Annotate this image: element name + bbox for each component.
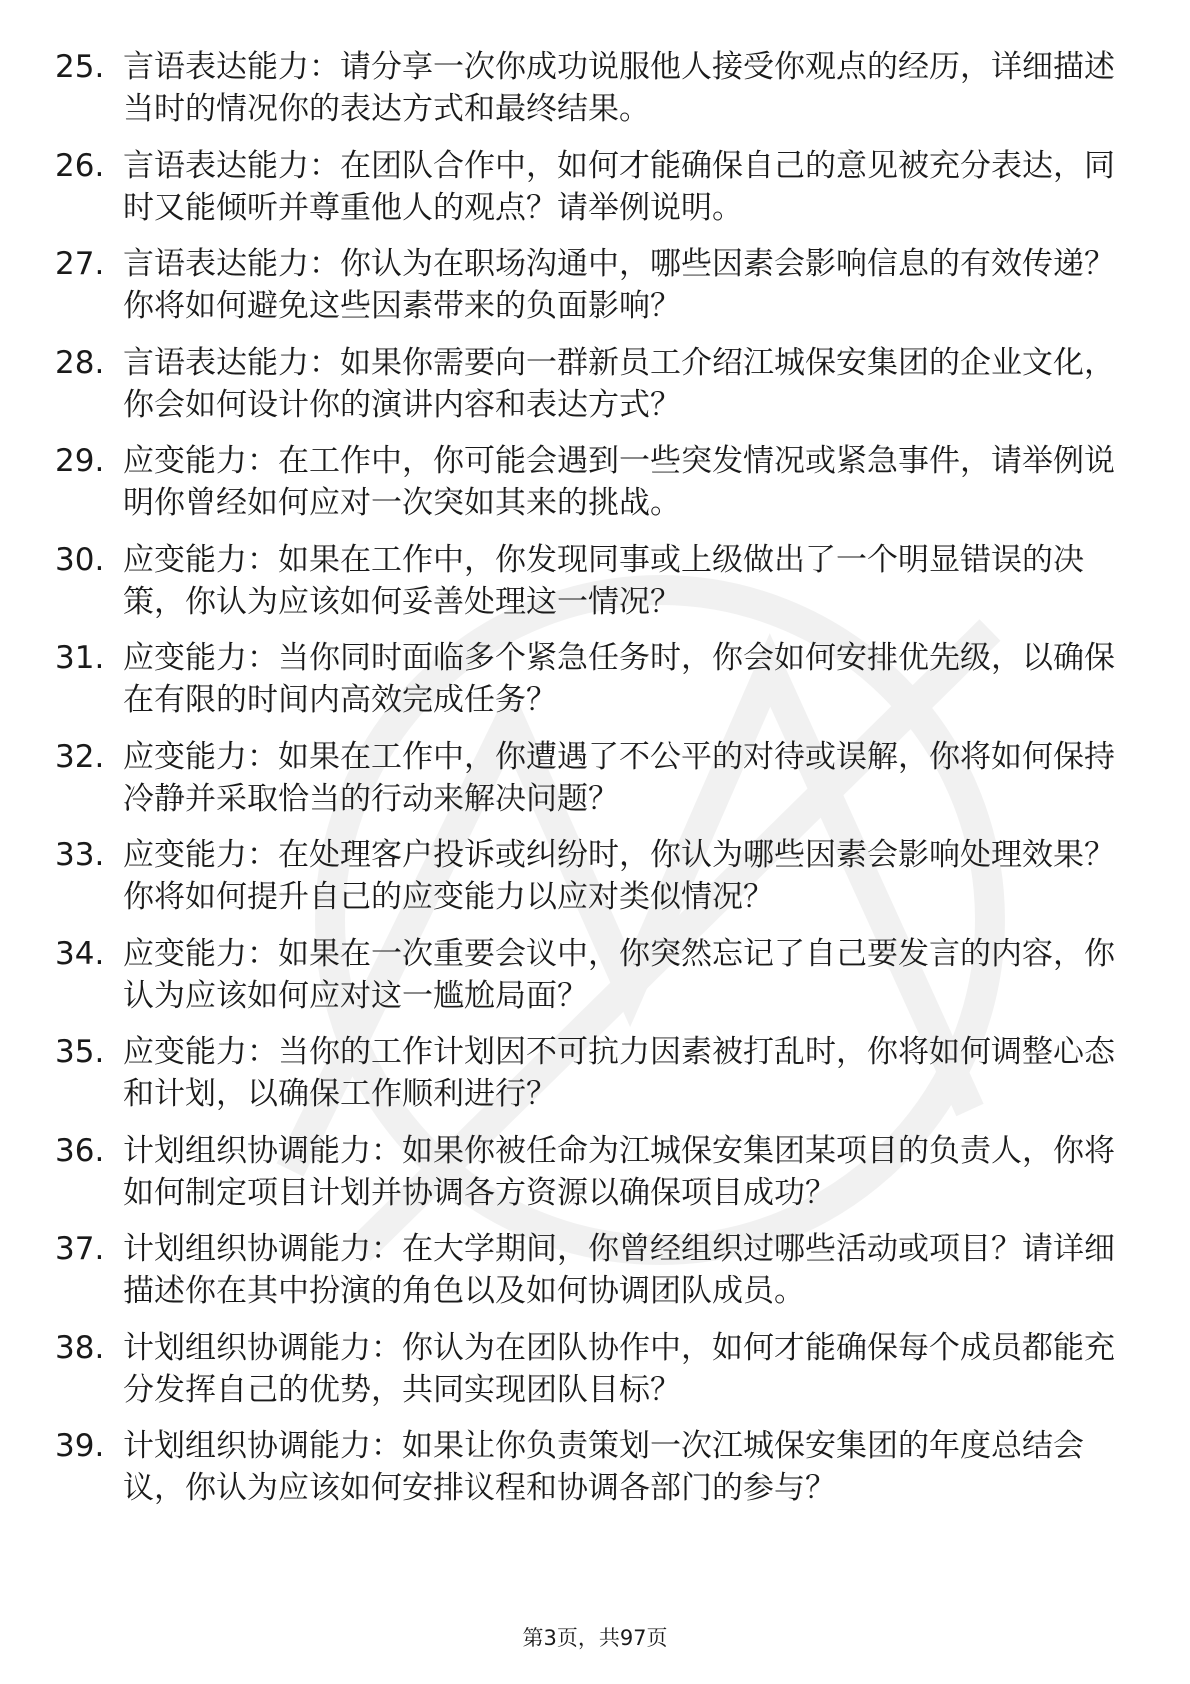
question-text: 言语表达能力：请分享一次你成功说服他人接受你观点的经历，详细描述当时的情况你的表达方式和最终结果。 <box>123 49 1115 127</box>
question-item <box>55 1425 1145 1509</box>
question-number: 33. <box>55 837 105 873</box>
question-item <box>55 637 1145 721</box>
question-number: 37. <box>55 1231 105 1267</box>
question-item <box>55 736 1145 820</box>
question-text: 言语表达能力：在团队合作中，如何才能确保自己的意见被充分表达，同时又能倾听并尊重他人的观点？请举例说明。 <box>123 147 1115 226</box>
question-number: 28. <box>55 344 105 381</box>
question-text: 应变能力：在处理客户投诉或纠纷时，你认为哪些因素会影响处理效果？你将如何提升自己的应变能力以应对类似情况？ <box>123 837 1115 915</box>
question-item <box>55 1031 1145 1115</box>
question-number: 32. <box>55 738 105 775</box>
question-number: 38. <box>55 1329 105 1366</box>
question-item <box>55 539 1145 623</box>
question-item <box>55 834 1145 918</box>
page-number: 第3页，共97页 <box>522 1626 668 1650</box>
question-item <box>55 440 1145 524</box>
question-text: 计划组织协调能力：如果让你负责策划一次江城保安集团的年度总结会议，你认为应该如何安排议程和协调各部门的参与？ <box>123 1428 1084 1506</box>
question-text: 应变能力：当你同时面临多个紧急任务时，你会如何安排优先级，以确保在有限的时间内高效完成任务？ <box>123 640 1115 718</box>
question-text: 计划组织协调能力：你认为在团队协作中，如何才能确保每个成员都能充分发挥自己的优势，共同实现团队目标？ <box>123 1329 1115 1408</box>
question-text: 计划组织协调能力：如果你被任命为江城保安集团某项目的负责人，你将如何制定项目计划并协调各方资源以确保项目成功？ <box>123 1132 1115 1211</box>
question-item <box>55 1327 1145 1411</box>
question-item <box>55 1228 1145 1312</box>
question-number: 30. <box>55 541 105 578</box>
question-text: 应变能力：当你的工作计划因不可抗力因素被打乱时，你将如何调整心态和计划，以确保工作顺利进行？ <box>123 1034 1115 1112</box>
question-text: 应变能力：如果在工作中，你遭遇了不公平的对待或误解，你将如何保持冷静并采取恰当的行动来解决问题？ <box>123 738 1115 817</box>
question-number: 35. <box>55 1034 105 1070</box>
question-item <box>55 145 1145 229</box>
question-number: 31. <box>55 640 105 676</box>
question-number: 36. <box>55 1132 105 1169</box>
question-text: 言语表达能力：如果你需要向一群新员工介绍江城保安集团的企业文化，你会如何设计你的演讲内容和表达方式？ <box>123 344 1115 423</box>
question-number: 34. <box>55 935 105 972</box>
question-text: 计划组织协调能力：在大学期间，你曾经组织过哪些活动或项目？请详细描述你在其中扮演的角色以及如何协调团队成员。 <box>123 1231 1115 1309</box>
question-item <box>55 46 1145 130</box>
question-text: 言语表达能力：你认为在职场沟通中，哪些因素会影响信息的有效传递？你将如何避免这些因素带来的负面影响？ <box>123 246 1115 324</box>
question-number: 25. <box>55 49 105 85</box>
question-number: 39. <box>55 1428 105 1464</box>
question-text: 应变能力：如果在工作中，你发现同事或上级做出了一个明显错误的决策，你认为应该如何妥善处理这一情况？ <box>123 541 1084 620</box>
question-list <box>55 46 1145 1524</box>
question-number: 26. <box>55 147 105 184</box>
question-number: 29. <box>55 443 105 479</box>
question-item <box>55 243 1145 327</box>
question-text: 应变能力：如果在一次重要会议中，你突然忘记了自己要发言的内容，你认为应该如何应对这一尴尬局面？ <box>123 935 1115 1014</box>
question-item <box>55 342 1145 426</box>
question-number: 27. <box>55 246 105 282</box>
question-text: 应变能力：在工作中，你可能会遇到一些突发情况或紧急事件，请举例说明你曾经如何应对一次突如其来的挑战。 <box>123 443 1115 521</box>
question-item <box>55 1130 1145 1214</box>
question-item <box>55 933 1145 1017</box>
